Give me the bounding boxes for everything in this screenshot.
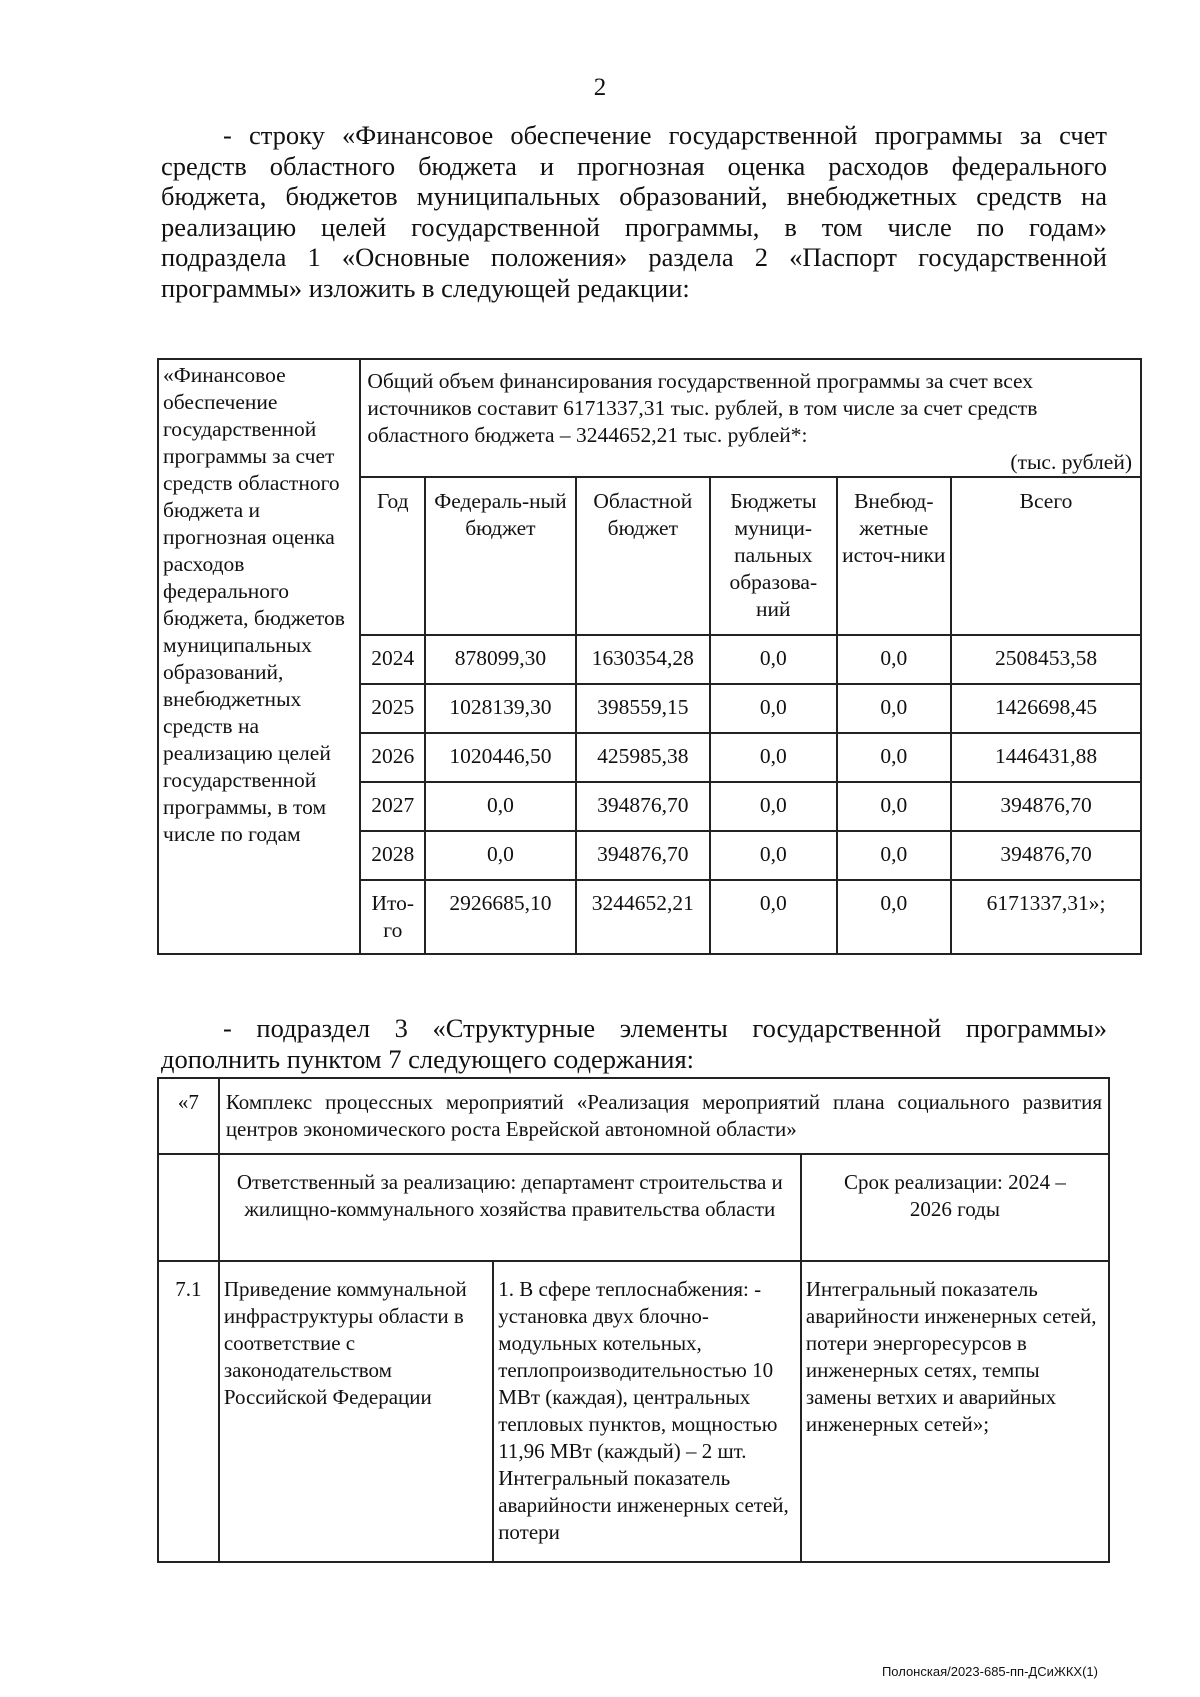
structure-table — [157, 1077, 1110, 1563]
paragraph-line: средств областного бюджета и прогнозная оценка расходов федерального — [161, 150, 1107, 181]
financing-intro — [360, 359, 1141, 477]
cell: 1020446,50 — [425, 733, 575, 782]
cell: 0,0 — [710, 880, 836, 954]
paragraph-line: - подраздел 3 «Структурные элементы государственной программы» — [223, 1013, 1107, 1043]
col-header-offbudget: Внебюд-жетные источ-ники — [837, 477, 952, 635]
financing-intro-text: Общий объем финансирования государственной программы за счет всех источников составит 6171337,31 тыс. рублей, в том числе за счет средств областного бюджета – 3244652,21 тыс. рублей*: — [367, 369, 1038, 447]
task: Приведение коммунальной инфраструктуры области в соответствие с законодательством Российской Федерации — [219, 1261, 493, 1562]
paragraph-2 — [161, 1013, 1107, 1074]
item-number: «7 — [158, 1078, 219, 1154]
cell: 0,0 — [710, 684, 836, 733]
responsible: Ответственный за реализацию: департамент строительства и жилищно-коммунального хозяйства правительства области — [219, 1154, 801, 1261]
cell: 425985,38 — [576, 733, 711, 782]
cell: Ито-го — [360, 880, 425, 954]
cell: 0,0 — [710, 782, 836, 831]
paragraph-line: дополнить пунктом 7 следующего содержания: — [161, 1043, 694, 1074]
cell: 394876,70 — [951, 782, 1141, 831]
cell: 0,0 — [425, 831, 575, 880]
term: Срок реализации: 2024 – 2026 годы — [801, 1154, 1109, 1261]
cell: 878099,30 — [425, 635, 575, 684]
paragraph-line: бюджета, бюджетов муниципальных образований, внебюджетных средств на — [161, 181, 1107, 211]
empty-cell — [158, 1154, 219, 1261]
cell: 394876,70 — [951, 831, 1141, 880]
col-header-year: Год — [360, 477, 425, 635]
cell: 0,0 — [425, 782, 575, 831]
cell: 2024 — [360, 635, 425, 684]
paragraph-line: - строку «Финансовое обеспечение государственной программы за счет — [223, 120, 1107, 150]
cell: 0,0 — [837, 684, 952, 733]
cell: 0,0 — [837, 635, 952, 684]
result: 1. В сфере теплоснабжения: - установка двух блочно-модульных котельных, теплопроизводительностью 10 МВт (каждая), центральных тепловых пунктов, мощностью 11,96 МВт (каждый) – 2 шт. Интегральный показатель аварийности инженерных сетей, потери — [493, 1261, 801, 1562]
cell: 394876,70 — [576, 782, 711, 831]
cell: 2508453,58 — [951, 635, 1141, 684]
cell: 1630354,28 — [576, 635, 711, 684]
page-number: 2 — [593, 74, 607, 101]
cell: 2026 — [360, 733, 425, 782]
col-header-total: Всего — [951, 477, 1141, 635]
cell: 0,0 — [710, 831, 836, 880]
cell: 1426698,45 — [951, 684, 1141, 733]
col-header-regional: Областной бюджет — [576, 477, 711, 635]
paragraph-line: реализацию целей государственной программы, в том числе по годам» — [161, 211, 1107, 242]
col-header-municipal: Бюджеты муници-пальных образова-ний — [710, 477, 836, 635]
cell: 3244652,21 — [576, 880, 711, 954]
paragraph-line: программы» изложить в следующей редакции: — [161, 272, 690, 303]
col-header-federal: Федераль-ный бюджет — [425, 477, 575, 635]
cell: 2025 — [360, 684, 425, 733]
cell: 1028139,30 — [425, 684, 575, 733]
item-title: Комплекс процессных мероприятий «Реализация мероприятий плана социального развития центров экономического роста Еврейской автономной области» — [219, 1078, 1109, 1154]
unit-label: (тыс. рублей) — [1010, 450, 1132, 474]
cell: 0,0 — [710, 733, 836, 782]
cell: 1446431,88 — [951, 733, 1141, 782]
cell: 2028 — [360, 831, 425, 880]
cell: 0,0 — [710, 635, 836, 684]
paragraph-line: подраздела 1 «Основные положения» раздела 2 «Паспорт государственной — [161, 242, 1107, 272]
cell: 0,0 — [837, 831, 952, 880]
financing-label: «Финансовое обеспечение государственной программы за счет средств областного бюджета и прогнозная оценка расходов федерального бюджета, бюджетов муниципальных образований, внебюджетных средств на реализацию целей государственной программы, в том числе по годам — [158, 359, 360, 954]
indicator: Интегральный показатель аварийности инженерных сетей, потери энергоресурсов в инженерных сетях, темпы замены ветхих и аварийных инженерных сетей»; — [801, 1261, 1109, 1562]
cell: 2926685,10 — [425, 880, 575, 954]
financing-table — [157, 358, 1142, 955]
cell: 6171337,31»; — [951, 880, 1141, 954]
cell: 0,0 — [837, 733, 952, 782]
cell: 398559,15 — [576, 684, 711, 733]
paragraph-1 — [161, 120, 1107, 303]
cell: 2027 — [360, 782, 425, 831]
cell: 0,0 — [837, 880, 952, 954]
cell: 0,0 — [837, 782, 952, 831]
cell: 394876,70 — [576, 831, 711, 880]
footer-reference: Полонская/2023-685-пп-ДСиЖКХ(1) — [881, 1664, 1098, 1679]
item-number: 7.1 — [158, 1261, 219, 1562]
